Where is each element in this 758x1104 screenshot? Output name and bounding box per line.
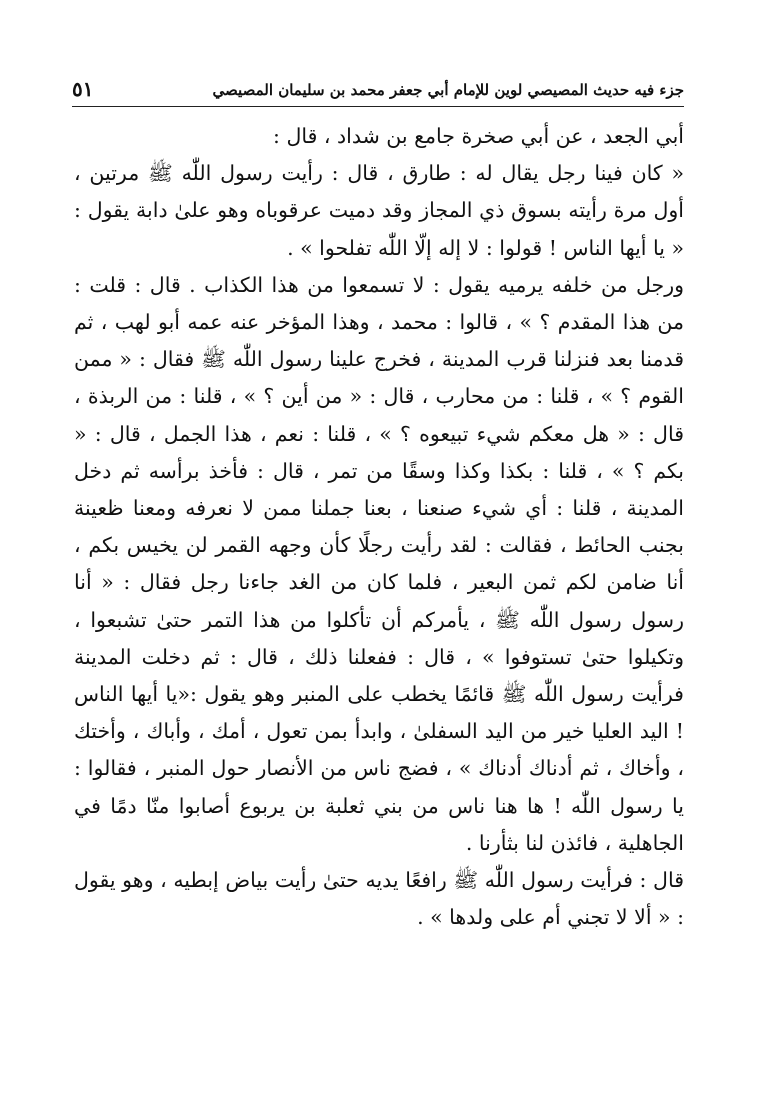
paragraph: « كان فينا رجل يقال له : طارق ، قال : رأيت رسول اللّٰه ﷺ مرتين ، أول مرة رأيته بسوق ذي المجاز وقد دميت عرقوباه وهو علىٰ دابة يقول : « يا أيها الناس ! قولوا : لا إله إلّا اللّٰه تفلحوا » . <box>74 161 684 260</box>
running-header <box>72 78 684 106</box>
page-number: ٥١ <box>72 77 94 101</box>
header-rule <box>72 106 684 107</box>
paragraph: ورجل من خلفه يرميه يقول : لا تسمعوا من هذا الكذاب . قال : قلت : من هذا المقدم ؟ » ، قالوا : محمد ، وهذا المؤخر عنه عمه أبو لهب ، ثم قدمنا بعد فنزلنا قرب المدينة ، فخرج علينا رسول اللّٰه ﷺ فقال : « ممن القوم ؟ » ، قلنا : من محارب ، قال : « من أين ؟ » ، قلنا : من الربذة ، قال : « هل معكم شيء تبيعوه ؟ » ، قلنا : نعم ، هذا الجمل ، قال : « بكم ؟ » ، قلنا : بكذا وكذا وسقًا من تمر ، قال : فأخذ برأسه ثم دخل المدينة ، قلنا : أي شيء صنعنا ، بعنا جملنا ممن لا نعرفه ومعنا ظعينة بجنب الحائط ، فقالت : لقد رأيت رجلًا كأن وجهه القمر لن يخيس بكم ، أنا ضامن لكم ثمن البعير ، فلما كان من الغد جاءنا رجل فقال : « أنا رسول رسول اللّٰه ﷺ ، يأمركم أن تأكلوا من هذا التمر حتىٰ تشبعوا ، وتكيلوا حتىٰ تستوفوا » ، قال : ففعلنا ذلك ، قال : ثم دخلت المدينة فرأيت رسول اللّٰه ﷺ قائمًا يخطب على المنبر وهو يقول :«يا أيها الناس ! اليد العليا خير من اليد السفلىٰ ، وابدأ بمن تعول ، أمك ، وأباك ، وأختك ، وأخاك ، ثم أدناك أدناك » ، فضج ناس من الأنصار حول المنبر ، فقالوا : يا رسول اللّٰه ! ها هنا ناس من بني ثعلبة بن يربوع أصابوا منّا دمًا في الجاهلية ، فائذن لنا بثأرنا . <box>74 272 684 855</box>
header-title: جزء فيه حديث المصيصي لوين للإمام أبي جعفر محمد بن سليمان المصيصي <box>212 81 684 99</box>
paragraph: أبي الجعد ، عن أبي صخرة جامع بن شداد ، قال : <box>273 124 684 148</box>
body-text <box>74 118 684 936</box>
paragraph: قال : فرأيت رسول اللّٰه ﷺ رافعًا يديه حتىٰ رأيت بياض إبطيه ، وهو يقول : « ألا لا تجني أم على ولدها » . <box>74 868 684 930</box>
